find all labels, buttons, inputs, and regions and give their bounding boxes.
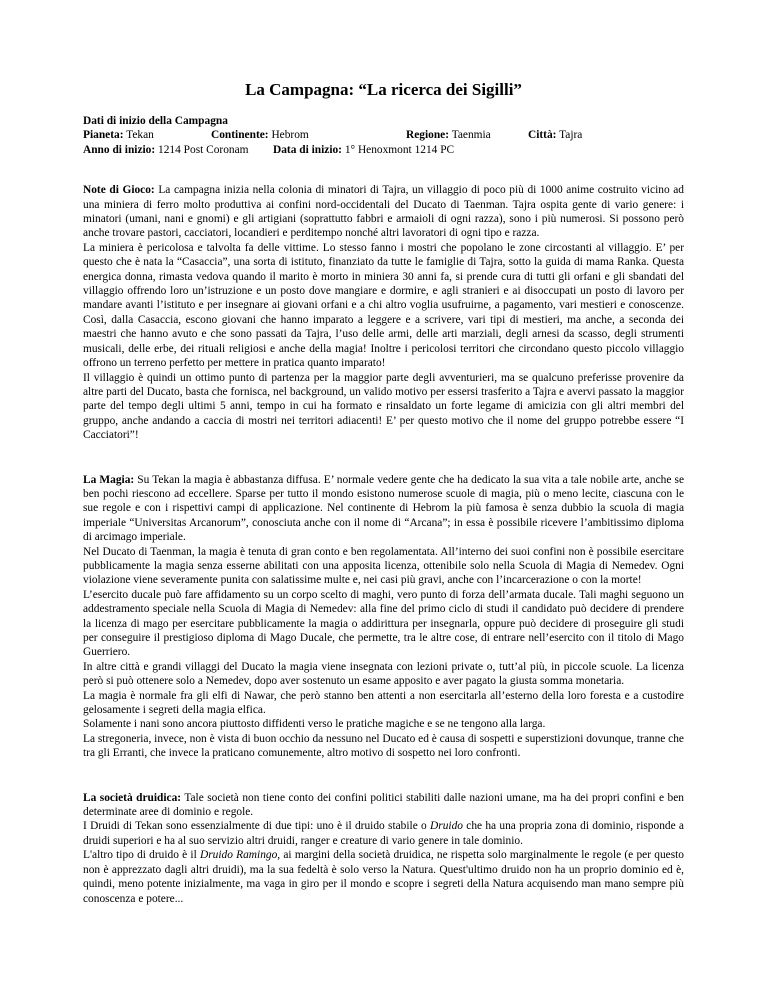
regione-value: Taenmia bbox=[451, 129, 491, 142]
section-la-magia bbox=[83, 473, 684, 761]
paragraph bbox=[83, 791, 684, 820]
info-row-2 bbox=[83, 143, 684, 157]
continente-label: Continente: bbox=[211, 129, 269, 142]
paragraph: La magia è normale fra gli elfi di Nawar, che però stanno ben attenti a non esercitarla all’esterno della loro foresta e a custodire gelosamente i segreti della magia elfica. bbox=[83, 689, 684, 717]
pianeta-value: Tekan bbox=[126, 129, 154, 142]
anno-field bbox=[83, 143, 273, 157]
pianeta-label: Pianeta: bbox=[83, 129, 124, 142]
regione-field bbox=[406, 128, 528, 142]
data-label: Data di inizio: bbox=[273, 143, 342, 156]
paragraph bbox=[83, 183, 684, 241]
paragraph: Solamente i nani sono ancora piuttosto diffidenti verso le pratiche magiche e se ne tengono alla larga. bbox=[83, 718, 546, 731]
paragraph bbox=[83, 819, 684, 848]
anno-value: 1214 Post Coronam bbox=[158, 143, 249, 156]
paragraph bbox=[83, 848, 684, 906]
citta-field bbox=[528, 128, 582, 142]
paragraph: Nel Ducato di Taenman, la magia è tenuta di gran conto e ben regolamentata. All’interno dei suoi confini non è possibile esercitare pubblicamente la magia senza esserne abilitati con una apposita licenza, ottenibile solo nella Scuola di Magia di Nemedev. Ogni violazione viene severamente punita con salatissime multe e, nei casi più gravi, anche con l’incarcerazione o con la morte! bbox=[83, 545, 684, 587]
section-label: La Magia: bbox=[83, 473, 135, 486]
paragraph-text: L'altro tipo di druido è il bbox=[83, 849, 200, 862]
section-note-di-gioco bbox=[83, 183, 684, 442]
anno-label: Anno di inizio: bbox=[83, 143, 156, 156]
data-value: 1° Henoxmont 1214 PC bbox=[344, 143, 455, 156]
paragraph: L’esercito ducale può fare affidamento su un corpo scelto di maghi, vero punto di forza dell’armata ducale. Tali maghi seguono un addestramento speciale nella Scuola di Magia di Nemedev: alla fine del primo ciclo di studi il candidato può decidere di prendere la licenza di mago per esercitare pubblicamente la magia o addirittura per insegnarla, oppure può decidere di proseguire gli studi per conseguire il prestigioso diploma di Mago Ducale, che permette, tra le altre cose, di entrare nell’esercito con il titolo di Mago Guerriero. bbox=[83, 588, 684, 659]
paragraph-text: La campagna inizia nella colonia di minatori di Tajra, un villaggio di poco più di 1000 anime costruito vicino ad una miniera di ferro molto produttiva ai confini nord-occidentali del Ducato di Taenman. Tajra ospita gente di vario genere: i minatori (umani, nani e gnomi) e gli artigiani (soprattutto fabbri e armaioli di ogni razza), sono i più numerosi. Si possono però anche trovare pastori, cacciatori, locandieri e perditempo nonché altri lavoratori di ogni tipo e razza. bbox=[83, 184, 684, 240]
paragraph-text: Tale società non tiene conto dei confini politici stabiliti dalle nazioni umane, ma ha dei propri confini e ben determinate aree di dominio e regole. bbox=[83, 791, 684, 819]
paragraph: La miniera è pericolosa e talvolta fa delle vittime. Lo stesso fanno i mostri che popolano le zone circostanti al villaggio. E’ per questo che è nata la “Casaccia”, una sorta di istituto, finanziato da tutte le famiglie di Tajra, sotto la guida di mama Ranka. Questa energica donna, rimasta vedova quando il marito è morto in miniera 30 anni fa, si prende cura di tutti gli orfani e gli sbandati del villaggio offrendo loro un’istruzione e un posto dove mangiare e dormire, e agli stranieri e ai disoccupati un posto di lavoro per mandare avanti l’istituto e per insegnare ai giovani orfani e a chi altro voglia usufruirne, a pagamento, vari mestieri e conoscenze. Così, dalla Casaccia, escono giovani che hanno imparato a leggere e a scrivere, vari tipi di mestieri, ma anche, a seconda dei maestri che hanno avuto e che sono passati da Tajra, l’uso delle armi, delle arti marziali, degli arnesi da scasso, degli strumenti musicali, delle erbe, dei rituali religiosi e anche della magia! Inoltre i pericolosi territori che circondano questo piccolo villaggio offrono un terreno perfetto per mettere in pratica quanto imparato! bbox=[83, 241, 684, 370]
data-field bbox=[273, 143, 454, 157]
pianeta-field bbox=[83, 128, 211, 142]
paragraph-text: che ha una propria zona di dominio, risponde a druidi superiori e ha al suo servizio altri druidi, ranger e creature di vario genere in tale dominio. bbox=[83, 820, 684, 847]
paragraph: Il villaggio è quindi un ottimo punto di partenza per la maggior parte degli avventurieri, ma se qualcuno preferisse provenire da altre parti del Ducato, basta che fornisca, nel background, un valido motivo per essersi trasferito a Tajra e avervi passato la maggior parte del tempo degli ultimi 5 anni, tempo in cui ha formato e rinsaldato un forte legame di amicizia con gli altri membri del gruppo, anche andando a caccia di mostri nei territori adiacenti! E’ per questo motivo che il nome del gruppo potrebbe essere “I Cacciatori”! bbox=[83, 371, 684, 442]
paragraph: In altre città e grandi villaggi del Ducato la magia viene insegnata con lezioni private o, tutt’al più, in piccole scuole. La licenza però si può ottenere solo a Nemedev, dopo aver sostenuto un esame apposito e aver pagato la giusta somma monetaria. bbox=[83, 660, 684, 688]
emphasis-druido-ramingo: Druido Ramingo bbox=[200, 849, 278, 862]
section-label: La società druidica: bbox=[83, 791, 182, 804]
paragraph: La stregoneria, invece, non è vista di buon occhio da nessuno nel Ducato ed è causa di sospetti e superstizioni dovunque, tranne che tra gli Erranti, che invece la praticano comunemente, altro motivo di sospetto nei loro confronti. bbox=[83, 732, 684, 760]
info-heading: Dati di inizio della Campagna bbox=[83, 115, 228, 127]
section-societa-druidica bbox=[83, 791, 684, 906]
continente-value: Hebrom bbox=[271, 129, 309, 142]
paragraph-text: Su Tekan la magia è abbastanza diffusa. E’ normale vedere gente che ha dedicato la sua vita a tale nobile arte, anche se ben pochi riescono ad eccellere. Sparse per tutto il mondo esistono numerose scuole di magia, più o meno lecite, ciascuna con le sue regole e con i rispettivi campi di applicazione. Nel continente di Hebrom la più famosa è senza dubbio la scuola di magia imperiale “Universitas Arcanorum”, conosciuta anche con il nome di “Arcana”; in essa è possibile ricevere l’ambitissimo diploma di arcimago imperiale. bbox=[83, 473, 685, 544]
emphasis-druido: Druido bbox=[430, 820, 463, 833]
paragraph-text: I Druidi di Tekan sono essenzialmente di due tipi: uno è il druido stabile o bbox=[83, 820, 431, 833]
section-label: Note di Gioco: bbox=[83, 184, 155, 197]
continente-field bbox=[211, 128, 406, 142]
regione-label: Regione: bbox=[406, 129, 450, 142]
citta-label: Città: bbox=[528, 129, 557, 142]
page-title: La Campagna: “La ricerca dei Sigilli” bbox=[245, 80, 522, 99]
info-row-1 bbox=[83, 128, 684, 142]
citta-value: Tajra bbox=[559, 129, 583, 142]
paragraph bbox=[83, 473, 684, 545]
paragraph-text: , ai margini della società druidica, ne rispetta solo marginalmente le regole (e per questo non è apprezzato dagli altri druidi), ma la sua fedeltà è solo verso la Natura. Quest'ultimo druido non ha un proprio dominio ed è, quindi, meno potente inizialmente, ma vaga in giro per il mondo e scopre i segreti della Natura acquisendo man mano sempre più conoscenza e potere... bbox=[83, 849, 684, 905]
campaign-info bbox=[83, 114, 684, 157]
